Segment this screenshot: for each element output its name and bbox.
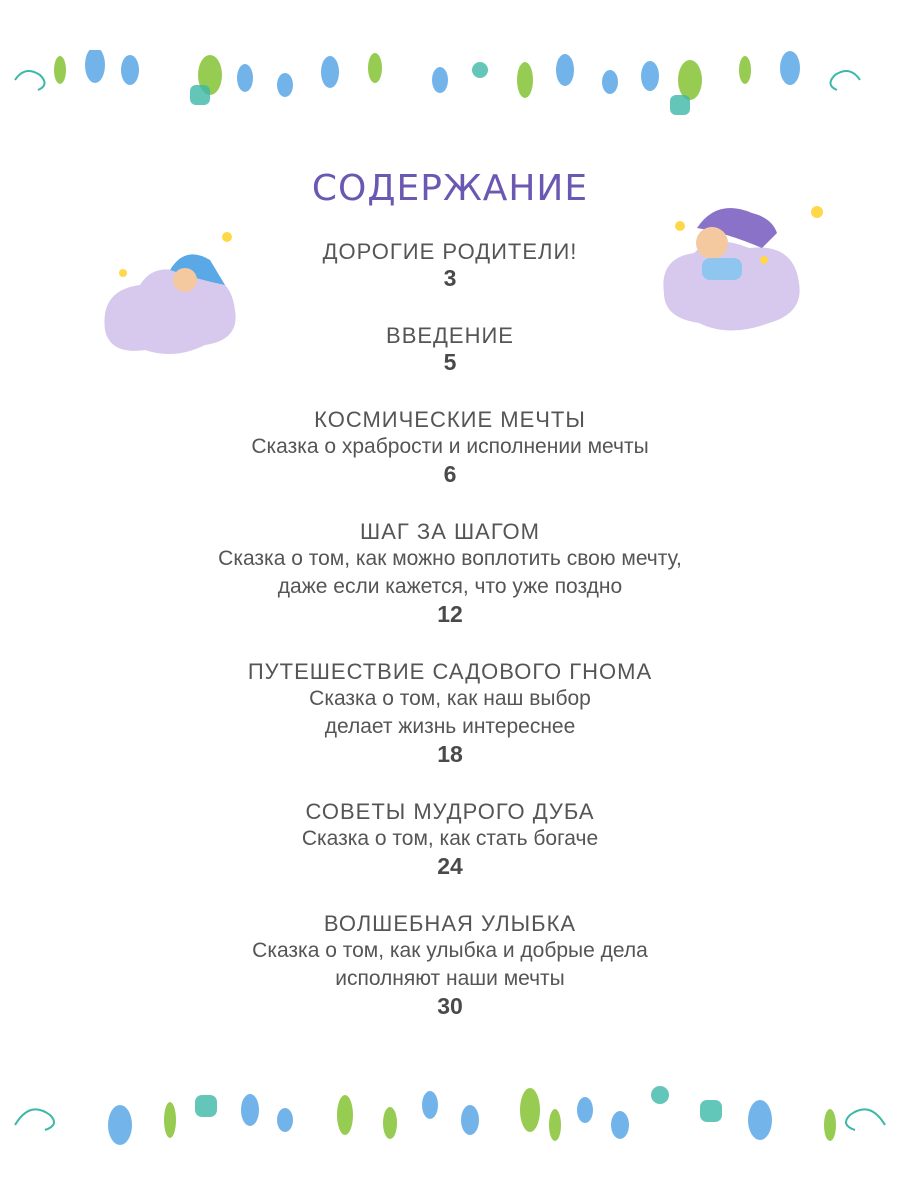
toc-entry-page-number: 24: [437, 853, 463, 879]
toc-entry: [0, 798, 900, 880]
toc-entry-title: ДОРОГИЕ РОДИТЕЛИ!: [322, 239, 578, 264]
page-title: СОДЕРЖАНИЕ: [311, 168, 589, 209]
toc-entry-page-number: 3: [443, 265, 457, 291]
toc-entry-title: СОВЕТЫ МУДРОГО ДУБА: [305, 799, 595, 824]
toc-entry: [0, 322, 900, 376]
toc-entry: [0, 238, 900, 292]
floral-border-top: [0, 50, 900, 130]
toc-entry-subtitle: Сказка о том, как улыбка и добрые дела: [252, 939, 648, 962]
toc-entry: [0, 518, 900, 628]
floral-border-icon: [0, 50, 900, 130]
toc-entry-subtitle: даже если кажется, что уже поздно: [277, 575, 623, 598]
toc-entry-title: ВОЛШЕБНАЯ УЛЫБКА: [323, 911, 577, 936]
toc-entry: [0, 658, 900, 768]
toc-entry-title: КОСМИЧЕСКИЕ МЕЧТЫ: [314, 407, 586, 432]
toc-entry-subtitle: Сказка о том, как стать богаче: [301, 827, 599, 850]
toc-entry-page-number: 12: [437, 601, 463, 627]
toc-entry-subtitle: делает жизнь интереснее: [324, 715, 576, 738]
toc-entry-subtitle: Сказка о том, как можно воплотить свою мечту,: [218, 547, 682, 570]
toc-entry-title: ШАГ ЗА ШАГОМ: [360, 519, 540, 544]
table-of-contents: [0, 238, 900, 1050]
toc-entry-subtitle: Сказка о храбрости и исполнении мечты: [251, 435, 649, 458]
toc-entry-title: ВВЕДЕНИЕ: [386, 323, 514, 348]
toc-entry-page-number: 30: [437, 993, 463, 1019]
toc-entry-page-number: 6: [443, 461, 457, 487]
toc-entry: [0, 910, 900, 1020]
toc-entry-page-number: 5: [443, 349, 457, 375]
toc-entry: [0, 406, 900, 488]
floral-border-bottom: [0, 1065, 900, 1150]
toc-entry-subtitle: Сказка о том, как наш выбор: [309, 687, 591, 710]
toc-entry-subtitle: исполняют наши мечты: [335, 967, 565, 990]
toc-entry-title: ПУТЕШЕСТВИЕ САДОВОГО ГНОМА: [247, 659, 653, 684]
toc-entry-page-number: 18: [437, 741, 463, 767]
floral-border-icon: [0, 1065, 900, 1150]
